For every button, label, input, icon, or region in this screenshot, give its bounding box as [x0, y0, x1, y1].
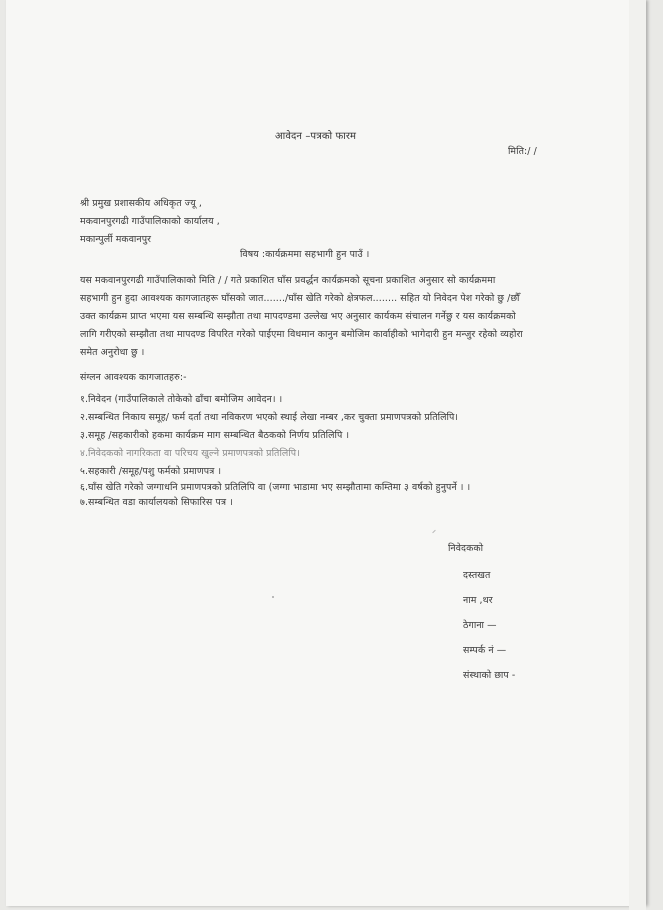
signature-label: दस्तखत [463, 570, 491, 581]
body-line-1: यस मकवानपुरगढी गाउँपालिकाको मिति / / गते प्रकाशित घाँस प्रवर्द्धन कार्यक्रमको सूचना प्रकाशित अनुसार सो कार्यक्रममा [80, 275, 496, 286]
document-item: ४.निवेदकको नागरिकता वा परिचय खुल्ने प्रमाणपत्रको प्रतिलिपि। [80, 448, 300, 459]
document-item: ३.समूह /सहकारीको हकमा कार्यक्रम माग सम्बन्धित बैठकको निर्णय प्रतिलिपि । [80, 430, 350, 441]
body-line-4: लागि गरीएको सम्झौता तथा मापदण्ड विपरित गरेको पाईएमा विधमान कानुन बमोजिम कार्वाहीको भागेदारी हुन मन्जुर रहेको व्यहोरा [80, 329, 523, 340]
document-item: १.निवेदन (गाउँपालिकाले तोकेको ढाँचा बमोजिम आवेदन। । [80, 394, 283, 405]
document-item: २.सम्बन्धित निकाय समूह/ फर्म दर्ता तथा नविकरण भएको स्थाई लेखा नम्बर ,कर चुक्ता प्रमाणपत्रको प्रतिलिपि। [80, 412, 459, 423]
name-label: नाम ,थर [463, 595, 493, 606]
address-label: ठेगाना — [463, 620, 497, 631]
body-line-3: उक्त कार्यक्रम प्राप्त भएमा यस सम्बन्धि सम्झौता तथा मापदण्डमा उल्लेख भए अनुसार कार्यकम संचालन गर्नेछु र यस कार्यक्रमको [80, 311, 516, 322]
recipient-line-1: श्री प्रमुख प्रशासकीय अधिकृत ज्यू , [80, 198, 202, 209]
subject-line: विषय :कार्यक्रममा सहभागी हुन पाउँ । [240, 249, 370, 260]
documents-heading: संग्लन आवश्यक कागजातहरु:- [80, 372, 187, 383]
applicant-label: निवेदकको [448, 543, 484, 554]
recipient-line-2: मकवानपुरगढी गाउँपालिकाको कार्यालय , [80, 216, 220, 227]
page-edge [629, 0, 646, 910]
document-item: ५.सहकारी /समूह/पशु फर्मको प्रमाणपत्र । [80, 466, 222, 477]
date-field: मिति:/ / [508, 146, 537, 157]
form-title: आवेदन –पत्रको फारम [275, 131, 357, 142]
recipient-line-3: मकान्पुर्ली मकवानपुर [80, 234, 152, 245]
contact-label: सम्पर्क नं — [463, 645, 507, 656]
body-line-2: सहभागी हुन हुदा आवश्यक कागजातहरू घाँसको जात......./घाँस खेति गरेको क्षेत्रफल........ सहित यो निवेदन पेश गरेको छु /छौँ [80, 293, 520, 304]
body-line-5: समेत अनुरोधा छु । [80, 347, 145, 358]
ink-dot [272, 596, 274, 598]
stamp-label: संस्थाको छाप - [463, 670, 516, 681]
document-item: ६.घाँस खेति गरेको जग्गाधनि प्रमाणपत्रको प्रतिलिपि वा (जग्गा भाडामा भए सम्झौतामा कम्तिमा ३ वर्षको हुनुपर्ने । । [80, 482, 471, 493]
document-item: ७.सम्बन्धित वडा कार्यालयको सिफारिस पत्र । [80, 497, 233, 508]
